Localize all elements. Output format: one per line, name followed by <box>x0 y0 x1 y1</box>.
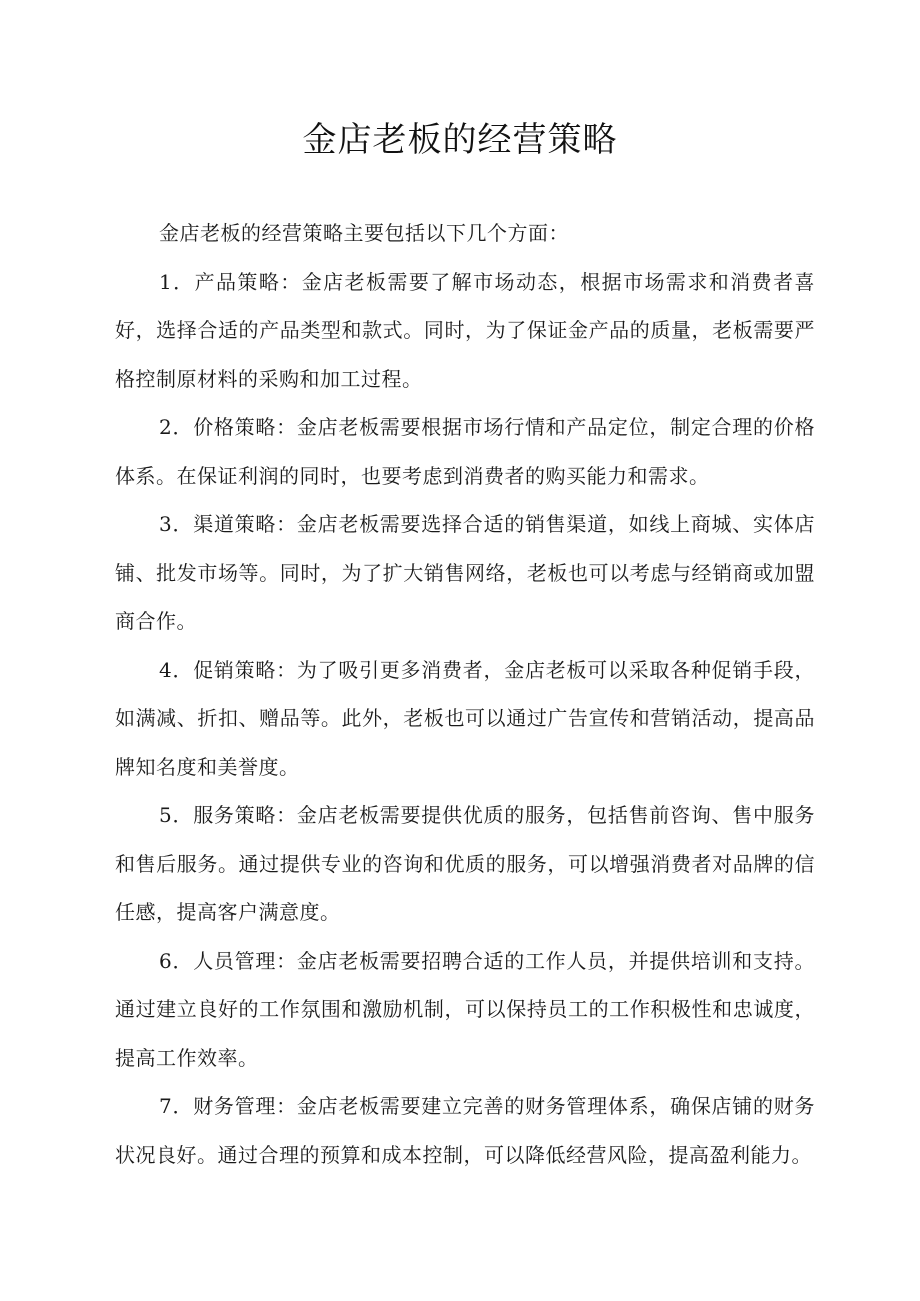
paragraph-channel-strategy: 3．渠道策略：金店老板需要选择合适的销售渠道，如线上商城、实体店铺、批发市场等。同时，为了扩大销售网络，老板也可以考虑与经销商或加盟商合作。 <box>115 512 815 633</box>
paragraph-price-strategy: 2．价格策略：金店老板需要根据市场行情和产品定位，制定合理的价格体系。在保证利润的同时，也要考虑到消费者的购买能力和需求。 <box>115 415 815 488</box>
document-body <box>115 209 815 1179</box>
paragraph-staff-management: 6．人员管理：金店老板需要招聘合适的工作人员，并提供培训和支持。通过建立良好的工作氛围和激励机制，可以保持员工的工作积极性和忠诚度，提高工作效率。 <box>115 948 815 1070</box>
paragraph-financial-management: 7．财务管理：金店老板需要建立完善的财务管理体系，确保店铺的财务状况良好。通过合理的预算和成本控制，可以降低经营风险，提高盈利能力。 <box>115 1094 815 1167</box>
document-title: 金店老板的经营策略 <box>302 120 618 160</box>
intro-paragraph: 金店老板的经营策略主要包括以下几个方面： <box>159 221 569 245</box>
paragraph-service-strategy: 5．服务策略：金店老板需要提供优质的服务，包括售前咨询、售中服务和售后服务。通过提供专业的咨询和优质的服务，可以增强消费者对品牌的信任感，提高客户满意度。 <box>115 803 815 924</box>
paragraph-promotion-strategy: 4．促销策略：为了吸引更多消费者，金店老板可以采取各种促销手段，如满减、折扣、赠品等。此外，老板也可以通过广告宣传和营销活动，提高品牌知名度和美誉度。 <box>115 657 815 779</box>
paragraph-product-strategy: 1．产品策略：金店老板需要了解市场动态，根据市场需求和消费者喜好，选择合适的产品类型和款式。同时，为了保证金产品的质量，老板需要严格控制原材料的采购和加工过程。 <box>115 269 815 391</box>
